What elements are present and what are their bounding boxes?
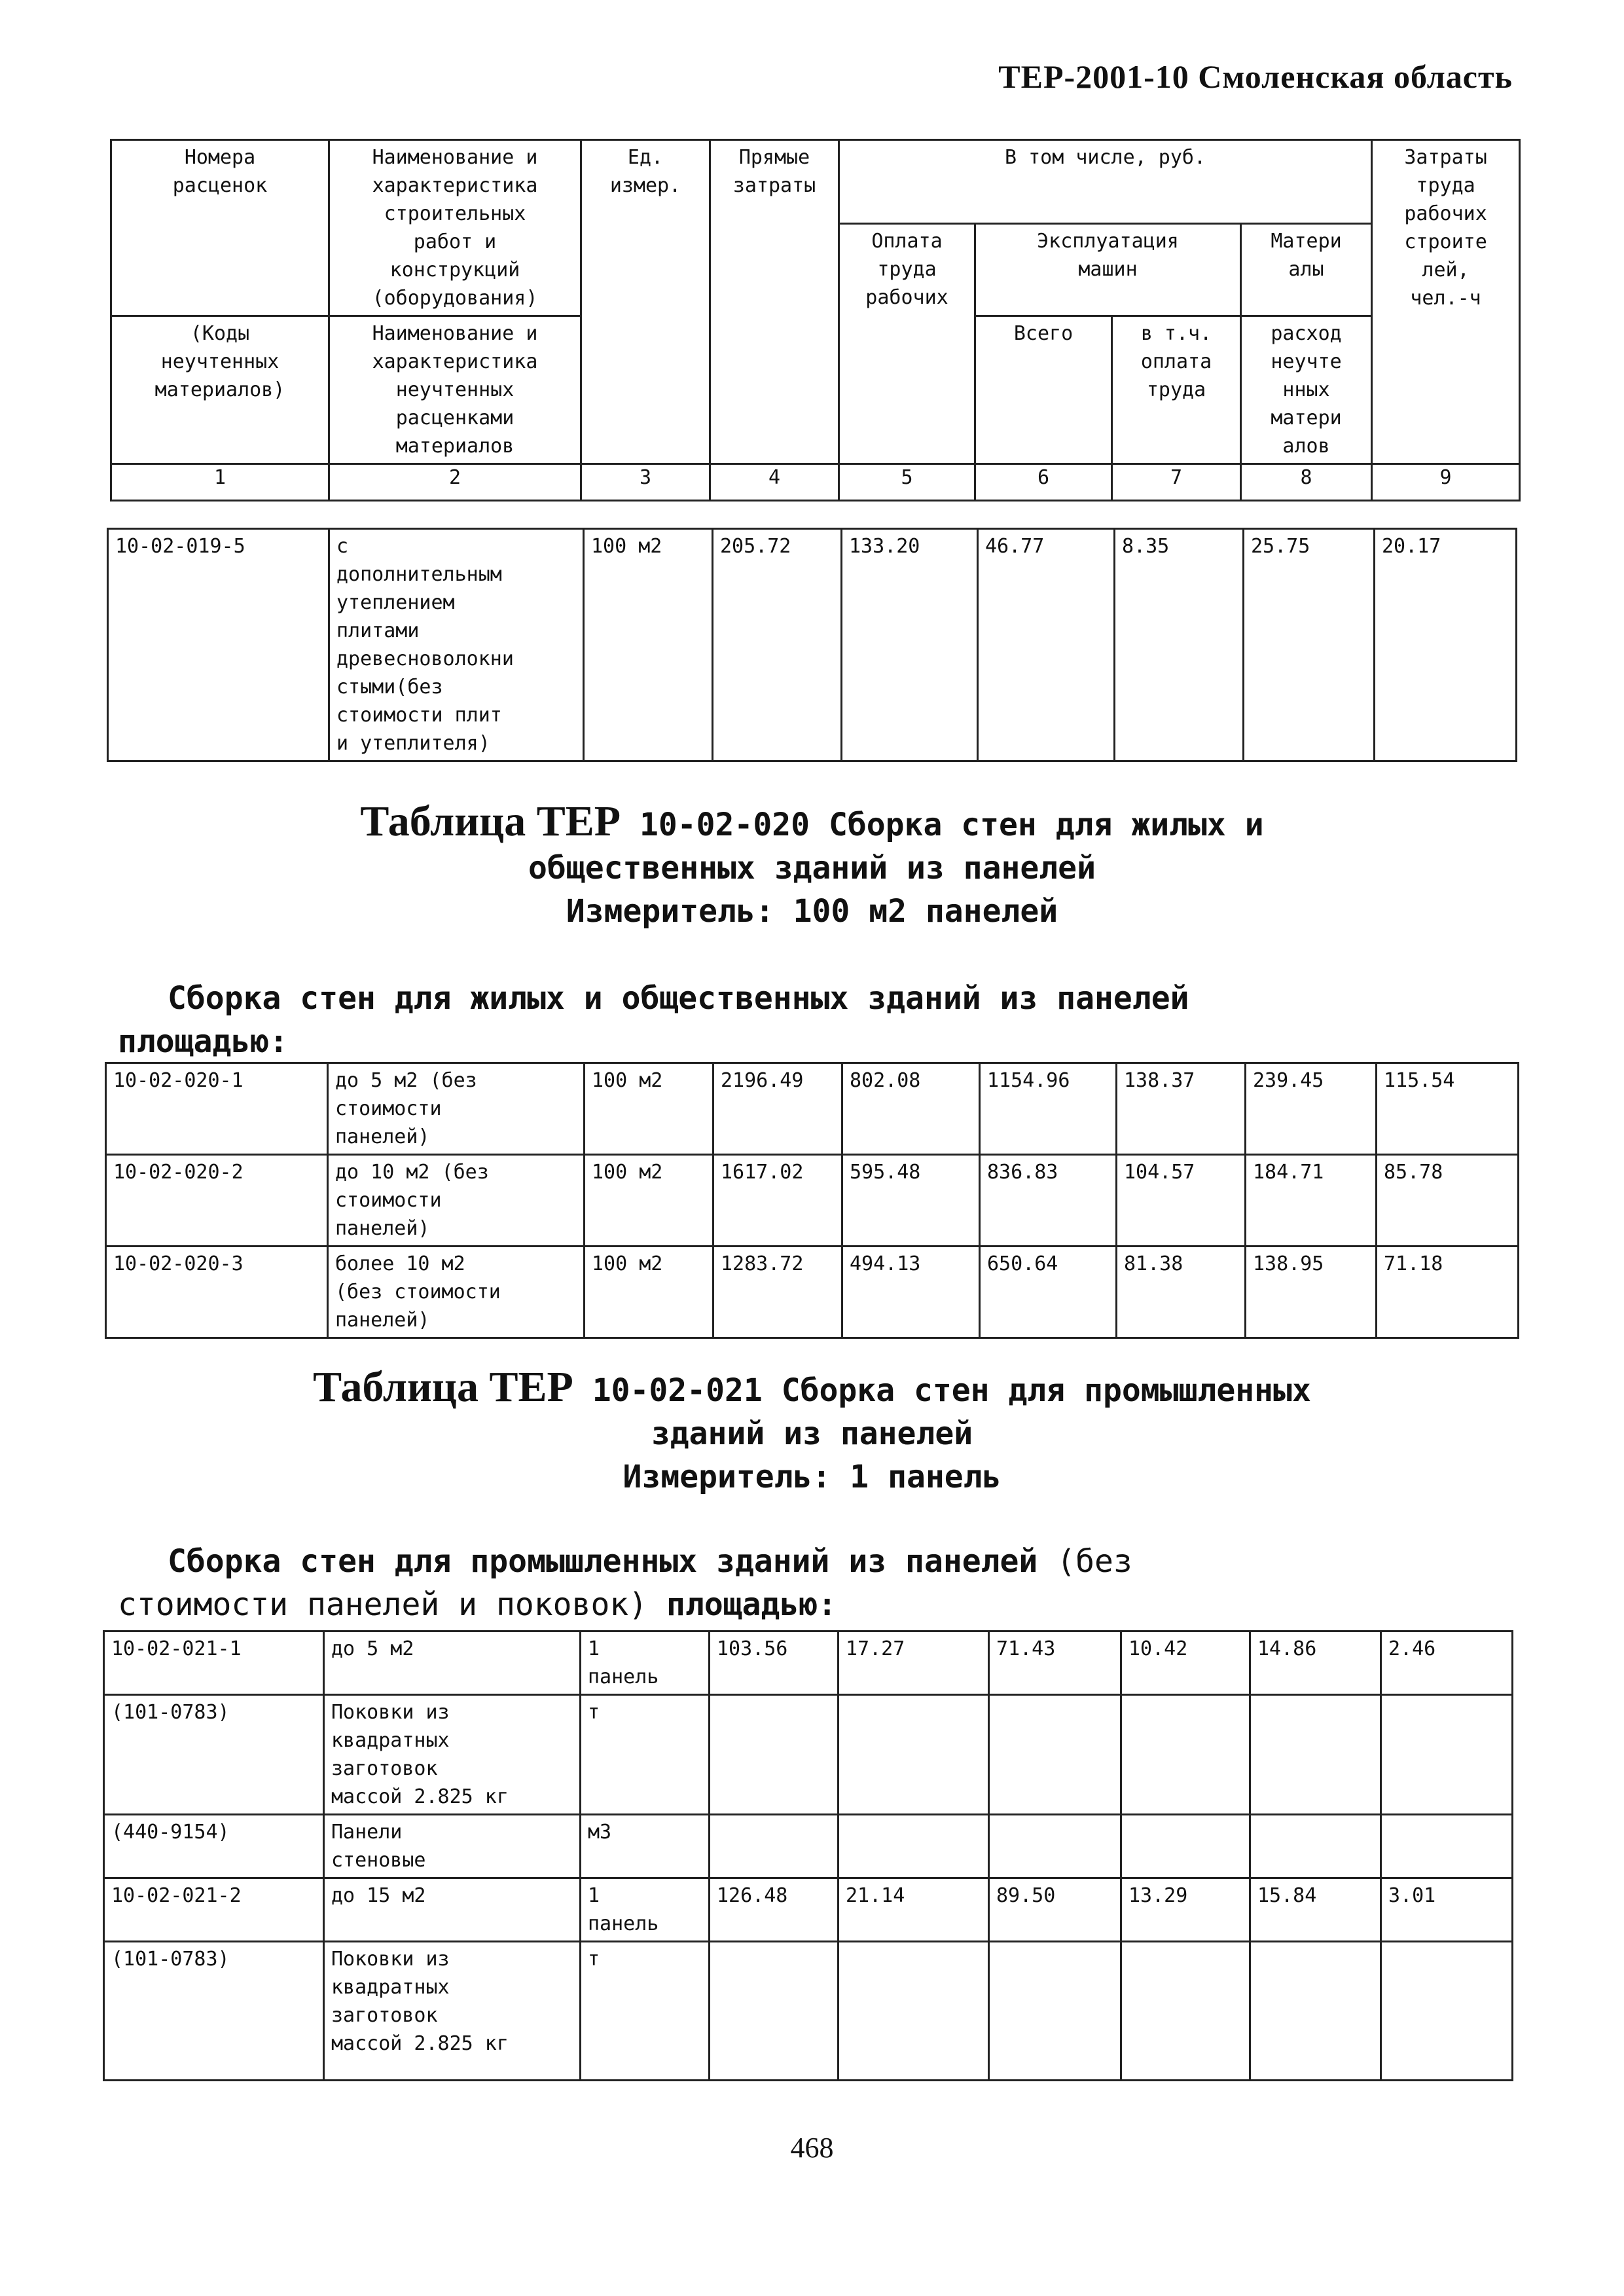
header-machines: Эксплуатация машин bbox=[975, 224, 1241, 316]
column-number: 5 bbox=[839, 464, 975, 501]
cell-unit: т bbox=[581, 1695, 710, 1815]
cell-machines-total: 836.83 bbox=[980, 1155, 1117, 1247]
cell-materials: 239.45 bbox=[1246, 1063, 1377, 1155]
table-row bbox=[106, 1063, 1519, 1155]
section-line2: площадью: bbox=[118, 1023, 289, 1060]
cell-labor-hours: 20.17 bbox=[1375, 529, 1517, 761]
cell-machines-labor: 104.57 bbox=[1117, 1155, 1246, 1247]
table-prefix: Таблица ТЕР bbox=[313, 1363, 573, 1411]
cell-direct-costs: 1283.72 bbox=[713, 1247, 842, 1338]
cell-labor-hours: 2.46 bbox=[1381, 1631, 1513, 1695]
cell-code: 10-02-021-2 bbox=[104, 1878, 324, 1942]
table-10-02-020 bbox=[105, 1062, 1519, 1339]
table-row bbox=[104, 1878, 1513, 1942]
section-bold-part: площадью: bbox=[647, 1586, 837, 1623]
cell-direct-costs bbox=[710, 1942, 839, 2081]
header-machines-total: Всего bbox=[975, 316, 1112, 464]
table-row bbox=[106, 1247, 1519, 1338]
cell-machines-labor: 8.35 bbox=[1115, 529, 1244, 761]
section-heading-10-02-020-line2 bbox=[118, 1020, 288, 1063]
cell-description: Панели стеновые bbox=[324, 1815, 581, 1878]
header-machines-labor: в т.ч. оплата труда bbox=[1112, 316, 1241, 464]
section-heading-10-02-021-line2 bbox=[118, 1583, 837, 1626]
cell-direct-costs: 103.56 bbox=[710, 1631, 839, 1695]
section-heading-10-02-021 bbox=[168, 1540, 1132, 1583]
table-row bbox=[104, 1631, 1513, 1695]
column-number: 3 bbox=[581, 464, 710, 501]
header-labor-pay: Оплата труда рабочих bbox=[839, 224, 975, 464]
cell-code: 10-02-020-2 bbox=[106, 1155, 328, 1247]
cell-machines-total bbox=[989, 1695, 1121, 1815]
cell-description: до 5 м2 (без стоимости панелей) bbox=[328, 1063, 585, 1155]
table-title-line2: зданий из панелей bbox=[651, 1415, 973, 1452]
table-title-10-02-020 bbox=[0, 797, 1624, 933]
cell-machines-total bbox=[989, 1815, 1121, 1878]
cell-unit: 100 м2 bbox=[585, 1247, 713, 1338]
cell-labor-hours bbox=[1381, 1695, 1513, 1815]
header-work-description: Наименование и характеристика строительных работ и конструкций (оборудования) bbox=[329, 140, 581, 316]
header-material-description: Наименование и характеристика неучтенных расценками материалов bbox=[329, 316, 581, 464]
header-rate-numbers: Номера расценок bbox=[111, 140, 329, 316]
cell-labor-hours bbox=[1381, 1942, 1513, 2081]
cell-machines-total: 1154.96 bbox=[980, 1063, 1117, 1155]
table-prefix: Таблица ТЕР bbox=[360, 797, 621, 845]
cell-materials bbox=[1250, 1942, 1381, 2081]
cell-code: (101-0783) bbox=[104, 1942, 324, 2081]
cell-direct-costs: 2196.49 bbox=[713, 1063, 842, 1155]
cell-direct-costs: 126.48 bbox=[710, 1878, 839, 1942]
column-number: 8 bbox=[1241, 464, 1372, 501]
table-measure: Измеритель: 1 панель bbox=[623, 1459, 1001, 1495]
header-labor-hours: Затраты труда рабочих строите лей, чел.-ч bbox=[1372, 140, 1520, 464]
cell-description: до 10 м2 (без стоимости панелей) bbox=[328, 1155, 585, 1247]
cell-labor-hours: 85.78 bbox=[1377, 1155, 1519, 1247]
cell-code: 10-02-021-1 bbox=[104, 1631, 324, 1695]
cell-materials: 184.71 bbox=[1246, 1155, 1377, 1247]
column-number: 9 bbox=[1372, 464, 1520, 501]
cell-labor-pay: 17.27 bbox=[839, 1631, 989, 1695]
header-materials-consumption: расход неучте нных матери алов bbox=[1241, 316, 1372, 464]
cell-unit: 1 панель bbox=[581, 1878, 710, 1942]
cell-labor-hours: 71.18 bbox=[1377, 1247, 1519, 1338]
table-row bbox=[104, 1815, 1513, 1878]
cell-code: (101-0783) bbox=[104, 1695, 324, 1815]
section-line1: Сборка стен для жилых и общественных зданий из панелей bbox=[168, 980, 1189, 1017]
previous-table-continuation bbox=[107, 528, 1517, 762]
cell-description: Поковки из квадратных заготовок массой 2.825 кг bbox=[324, 1942, 581, 2081]
column-number: 1 bbox=[111, 464, 329, 501]
column-header-table bbox=[110, 139, 1521, 501]
cell-labor-pay: 802.08 bbox=[842, 1063, 980, 1155]
cell-machines-total: 46.77 bbox=[978, 529, 1115, 761]
column-number: 4 bbox=[710, 464, 839, 501]
cell-code: 10-02-019-5 bbox=[108, 529, 329, 761]
cell-labor-pay bbox=[839, 1815, 989, 1878]
cell-machines-labor: 13.29 bbox=[1121, 1878, 1250, 1942]
cell-labor-pay bbox=[839, 1695, 989, 1815]
cell-unit: м3 bbox=[581, 1815, 710, 1878]
cell-description: Поковки из квадратных заготовок массой 2.825 кг bbox=[324, 1695, 581, 1815]
cell-labor-pay: 133.20 bbox=[842, 529, 978, 761]
cell-direct-costs bbox=[710, 1815, 839, 1878]
cell-direct-costs bbox=[710, 1695, 839, 1815]
header-material-codes: (Коды неучтенных материалов) bbox=[111, 316, 329, 464]
cell-labor-pay: 595.48 bbox=[842, 1155, 980, 1247]
header-direct-costs: Прямые затраты bbox=[710, 140, 839, 464]
header-unit: Ед. измер. bbox=[581, 140, 710, 464]
cell-direct-costs: 205.72 bbox=[713, 529, 842, 761]
cell-code: 10-02-020-3 bbox=[106, 1247, 328, 1338]
cell-labor-pay: 494.13 bbox=[842, 1247, 980, 1338]
table-title-line2: общественных зданий из панелей bbox=[528, 850, 1096, 886]
cell-materials bbox=[1250, 1695, 1381, 1815]
page-number: 468 bbox=[790, 2132, 834, 2164]
cell-machines-labor bbox=[1121, 1942, 1250, 2081]
cell-machines-labor: 81.38 bbox=[1117, 1247, 1246, 1338]
header-materials: Матери алы bbox=[1241, 224, 1372, 316]
cell-machines-total: 650.64 bbox=[980, 1247, 1117, 1338]
cell-labor-hours bbox=[1381, 1815, 1513, 1878]
table-row bbox=[108, 529, 1517, 761]
cell-labor-pay bbox=[839, 1942, 989, 2081]
cell-unit: 100 м2 bbox=[585, 1063, 713, 1155]
cell-machines-labor: 10.42 bbox=[1121, 1631, 1250, 1695]
cell-machines-labor: 138.37 bbox=[1117, 1063, 1246, 1155]
cell-description: более 10 м2 (без стоимости панелей) bbox=[328, 1247, 585, 1338]
cell-materials: 14.86 bbox=[1250, 1631, 1381, 1695]
cell-materials: 138.95 bbox=[1246, 1247, 1377, 1338]
cell-description: до 15 м2 bbox=[324, 1878, 581, 1942]
cell-labor-pay: 21.14 bbox=[839, 1878, 989, 1942]
cell-unit: т bbox=[581, 1942, 710, 2081]
section-bold-part: Сборка стен для промышленных зданий из панелей bbox=[168, 1543, 1038, 1580]
cell-unit: 100 м2 bbox=[585, 1155, 713, 1247]
cell-unit: 100 м2 bbox=[584, 529, 713, 761]
cell-code: (440-9154) bbox=[104, 1815, 324, 1878]
section-light-part: (без bbox=[1038, 1543, 1132, 1580]
cell-machines-total: 71.43 bbox=[989, 1631, 1121, 1695]
cell-machines-labor bbox=[1121, 1695, 1250, 1815]
cell-labor-hours: 115.54 bbox=[1377, 1063, 1519, 1155]
section-light-part: стоимости панелей и поковок) bbox=[118, 1586, 648, 1623]
table-row bbox=[106, 1155, 1519, 1247]
table-title-line1: 10-02-020 Сборка стен для жилых и bbox=[621, 807, 1264, 843]
table-row bbox=[104, 1695, 1513, 1815]
table-title-10-02-021 bbox=[0, 1363, 1624, 1499]
table-10-02-021 bbox=[103, 1630, 1513, 2081]
column-number: 2 bbox=[329, 464, 581, 501]
column-number: 6 bbox=[975, 464, 1112, 501]
table-row bbox=[104, 1942, 1513, 2081]
cell-unit: 1 панель bbox=[581, 1631, 710, 1695]
cell-materials: 25.75 bbox=[1244, 529, 1375, 761]
cell-machines-total bbox=[989, 1942, 1121, 2081]
cell-materials bbox=[1250, 1815, 1381, 1878]
cell-labor-hours: 3.01 bbox=[1381, 1878, 1513, 1942]
cell-code: 10-02-020-1 bbox=[106, 1063, 328, 1155]
section-heading-10-02-020 bbox=[168, 977, 1189, 1020]
cell-description: до 5 м2 bbox=[324, 1631, 581, 1695]
cell-machines-total: 89.50 bbox=[989, 1878, 1121, 1942]
table-title-line1: 10-02-021 Сборка стен для промышленных bbox=[573, 1372, 1311, 1409]
cell-materials: 15.84 bbox=[1250, 1878, 1381, 1942]
cell-direct-costs: 1617.02 bbox=[713, 1155, 842, 1247]
table-measure: Измеритель: 100 м2 панелей bbox=[566, 893, 1058, 930]
cell-machines-labor bbox=[1121, 1815, 1250, 1878]
header-including: В том числе, руб. bbox=[839, 140, 1372, 224]
document-header: ТЕР-2001-10 Смоленская область bbox=[998, 58, 1513, 95]
cell-description: с дополнительным утеплением плитами древесноволокни стыми(без стоимости плит и утеплителя) bbox=[329, 529, 584, 761]
column-number: 7 bbox=[1112, 464, 1241, 501]
